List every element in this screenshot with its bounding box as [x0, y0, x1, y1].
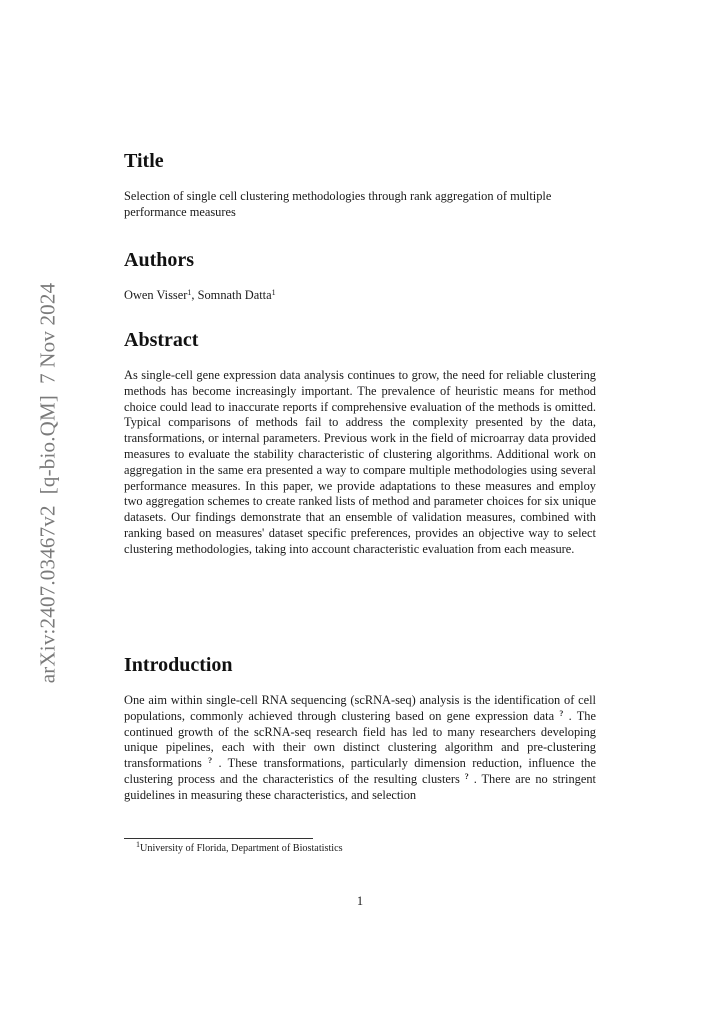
abstract-text: As single-cell gene expression data analysis continues to grow, the need for reliable clustering methods has become increasingly important. The prevalence of heuristic means for method choice could lead to inaccurate reports if comprehensive evaluation of the methods is omitted. Typical comparisons of methods fail to address the complexity presented by the data, transformations, or internal parameters. Previous work in the field of microarray data provided measures to evaluate the stability characteristic of clustering algorithms. Additional work on aggregation in the same era presented a way to compare multiple methodologies using several performance measures. In this paper, we provide adaptations to these measures and employ two aggregation schemes to create ranked lists of method and parameter choices for six unique datasets. Our findings demonstrate that an ensemble of validation measures, combined with ranking based on measures' dataset specific preferences, provides an objective way to select clustering methodologies, taking into account characteristic evaluation from each measure.	[124, 368, 596, 556]
abstract-heading: Abstract	[124, 329, 199, 351]
arxiv-margin-stamp	[36, 283, 61, 684]
unresolved-citation: ?	[464, 771, 469, 781]
introduction-heading: Introduction	[124, 654, 233, 676]
footnote	[136, 840, 343, 854]
affiliation-marker: 1	[271, 288, 276, 297]
intro-text-segment: . These transformations, particularly dimension reduction, influence the clustering process and the characteristics of the resulting clusters	[124, 756, 596, 786]
author-separator: ,	[191, 288, 198, 302]
author-name: Owen Visser	[124, 288, 188, 302]
footnote-marker: 1	[136, 840, 140, 849]
arxiv-date: 7 Nov 2024	[35, 282, 60, 384]
unresolved-citation: ?	[559, 708, 564, 718]
introduction-text	[124, 693, 596, 804]
intro-text-segment: . There are no stringent guidelines in measuring these characteristics, and selection	[124, 771, 596, 802]
arxiv-category: [q-bio.QM]	[35, 394, 60, 495]
title-heading: Title	[124, 150, 164, 172]
author-list	[124, 288, 596, 304]
footnote-divider	[124, 838, 313, 839]
unresolved-citation: ?	[208, 756, 213, 766]
authors-heading: Authors	[124, 249, 195, 271]
page-number: 1	[356, 894, 364, 908]
paper-title-text: Selection of single cell clustering methodologies through rank aggregation of multiple performance measures	[124, 189, 552, 219]
intro-text-segment: . The continued growth of the scRNA-seq research field has led to many researchers developing unique pipelines, each with their own distinct clustering algorithm and pre-clustering transformations	[124, 708, 596, 771]
affiliation-marker: 1	[187, 288, 192, 297]
footnote-text: University of Florida, Department of Biostatistics	[140, 843, 343, 854]
author-name: Somnath Datta	[197, 288, 272, 302]
intro-text-segment: One aim within single-cell RNA sequencing (scRNA-seq) analysis is the identification of cell populations, commonly achieved through clustering based on gene expression data	[124, 693, 596, 723]
arxiv-identifier: arXiv:2407.03467v2	[35, 505, 60, 684]
